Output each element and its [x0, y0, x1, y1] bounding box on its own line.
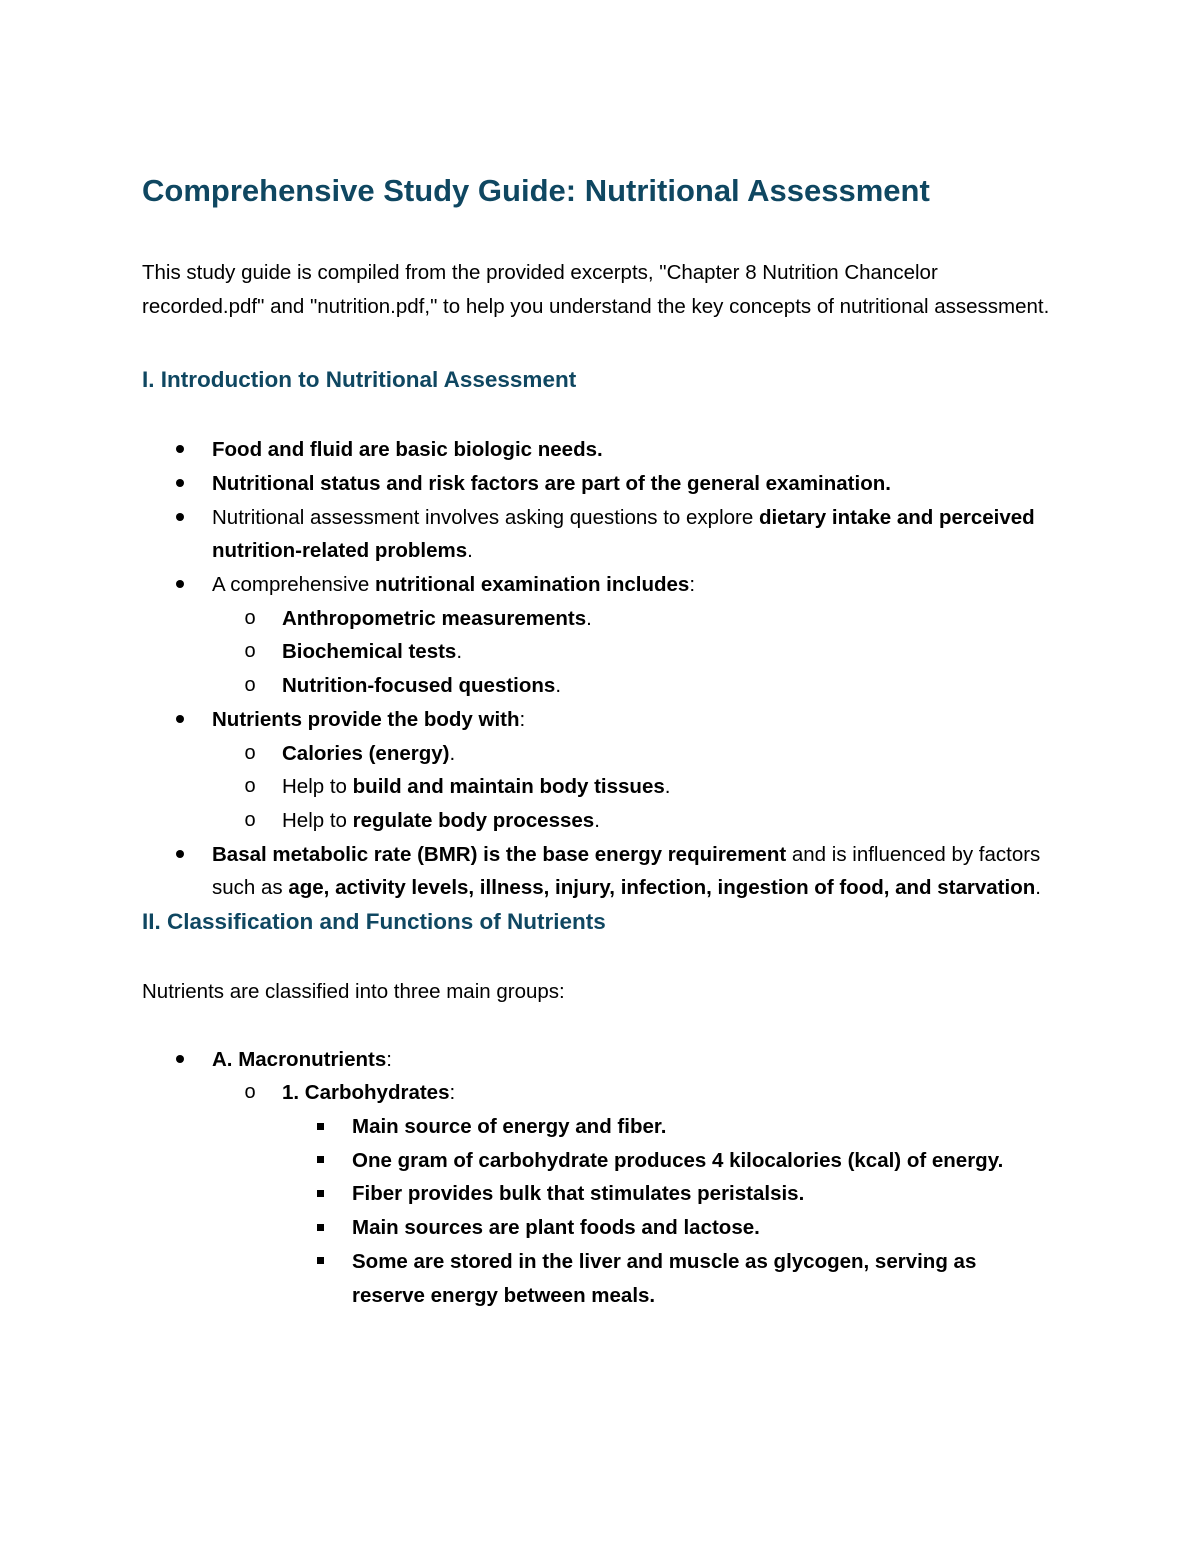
circle-bullet-icon: o	[244, 741, 256, 764]
section2-bullet-list	[142, 1043, 1050, 1313]
circle-bullet-icon: o	[244, 640, 256, 663]
list-item: Fiber provides bulk that stimulates peristalsis.	[282, 1177, 1050, 1211]
circle-bullet-icon: o	[244, 775, 256, 798]
sub-bullet-list	[212, 737, 1050, 838]
square-bullet-icon	[310, 1110, 330, 1144]
list-item: o Biochemical tests.	[212, 635, 1050, 669]
square-bullet-icon	[310, 1144, 330, 1178]
list-item: Nutrients provide the body with: o Calories (energy). o Help to build and maintain body tissues. o Help to regulate body processes.	[142, 703, 1050, 838]
square-bullet-icon	[310, 1245, 330, 1279]
section-heading-introduction: I. Introduction to Nutritional Assessment	[142, 367, 577, 393]
list-item: Basal metabolic rate (BMR) is the base energy requirement and is influenced by factors such as age, activity levels, illness, injury, infection, ingestion of food, and starvation.	[142, 838, 1050, 905]
list-item: Food and fluid are basic biologic needs.	[142, 433, 1050, 467]
circle-bullet-icon: o	[244, 1081, 256, 1104]
bullet-icon	[170, 568, 190, 602]
list-item: o 1. Carbohydrates: Main source of energy and fiber. One gram of carbohydrate produces 4 kilocalories (kcal) of energy. Fiber provides bulk that stimulates peristalsis. Main sources are plant foods and lactose. Some are stored in the liver and muscle as glycogen, serving as reserve energy between meals.	[212, 1076, 1050, 1312]
list-item: o Help to regulate body processes.	[212, 804, 1050, 838]
document-title: Comprehensive Study Guide: Nutritional Assessment	[142, 173, 930, 208]
list-item: Main source of energy and fiber.	[282, 1110, 1050, 1144]
circle-bullet-icon: o	[244, 808, 256, 831]
bullet-icon	[170, 1043, 190, 1077]
circle-bullet-icon: o	[244, 606, 256, 629]
circle-bullet-icon: o	[244, 674, 256, 697]
sub-bullet-list	[212, 1076, 1050, 1312]
section-heading-classification: II. Classification and Functions of Nutrients	[142, 909, 606, 935]
list-item: A. Macronutrients: o 1. Carbohydrates: Main source of energy and fiber. One gram of carbohydrate produces 4 kilocalories (kcal) of energy. Fiber provides bulk that stimulates peristalsis. Main sources are plant foods and lactose. Some are stored in the liver and muscle as glycogen, serving as reserve energy between meals.	[142, 1043, 1050, 1313]
bullet-icon	[170, 467, 190, 501]
section1-bullet-list	[142, 433, 1050, 905]
list-item: Main sources are plant foods and lactose.	[282, 1211, 1050, 1245]
list-item: One gram of carbohydrate produces 4 kilocalories (kcal) of energy.	[282, 1144, 1050, 1178]
list-item: Some are stored in the liver and muscle as glycogen, serving as reserve energy between meals.	[282, 1245, 1050, 1312]
sub-bullet-list	[212, 602, 1050, 703]
sub-sub-bullet-list	[282, 1110, 1050, 1312]
bullet-icon	[170, 433, 190, 467]
list-item: o Help to build and maintain body tissues.	[212, 770, 1050, 804]
square-bullet-icon	[310, 1211, 330, 1245]
bullet-icon	[170, 838, 190, 872]
section2-intro: Nutrients are classified into three main groups:	[142, 980, 565, 1004]
list-item: Nutritional status and risk factors are part of the general examination.	[142, 467, 1050, 501]
bullet-icon	[170, 703, 190, 737]
list-item: o Anthropometric measurements.	[212, 602, 1050, 636]
list-item: o Calories (energy).	[212, 737, 1050, 771]
intro-paragraph: This study guide is compiled from the provided excerpts, "Chapter 8 Nutrition Chancelor recorded.pdf" and "nutrition.pdf," to help you understand the key concepts of nutritional assessment.	[142, 261, 1050, 318]
list-item: o Nutrition-focused questions.	[212, 669, 1050, 703]
list-item: Nutritional assessment involves asking questions to explore dietary intake and perceived nutrition-related problems.	[142, 501, 1050, 568]
square-bullet-icon	[310, 1177, 330, 1211]
list-item: A comprehensive nutritional examination includes: o Anthropometric measurements. o Biochemical tests. o Nutrition-focused questions.	[142, 568, 1050, 703]
bullet-icon	[170, 501, 190, 535]
